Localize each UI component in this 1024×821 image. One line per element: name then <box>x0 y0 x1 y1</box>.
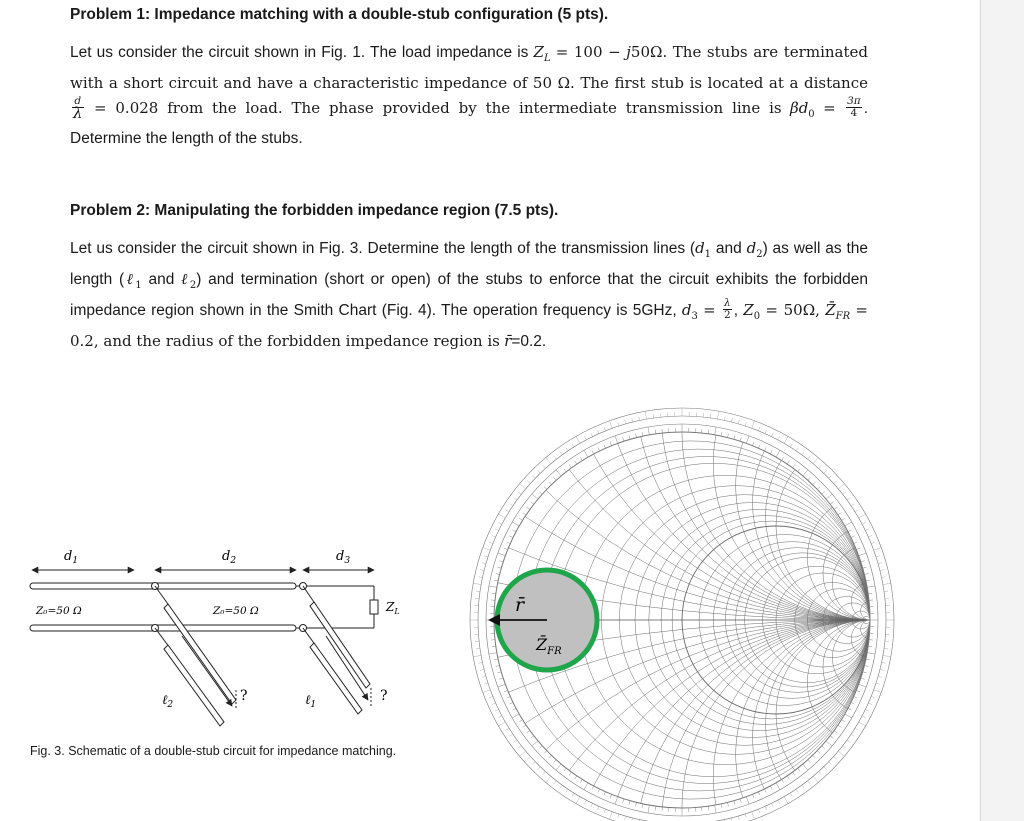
smith-chart <box>460 398 900 821</box>
double-stub-schematic <box>0 0 470 821</box>
l1-label: ℓ$_1$ <box>305 693 317 710</box>
radius-label: r̄ <box>515 594 525 616</box>
stub-l1-termination-question: ? <box>380 688 388 704</box>
load-impedance-box <box>370 600 378 614</box>
figure3-caption: Fig. 3. Schematic of a double-stub circuit for impedance matching. <box>30 744 397 758</box>
side-scroll-panel[interactable] <box>980 0 1024 821</box>
problem2-heading: Problem 2: Manipulating the forbidden impedance region (7.5 pts). <box>70 202 559 219</box>
z0-label-middle: Z₀=50 Ω <box>213 605 259 617</box>
fraction-3pi-4: $\frac{3\pi}{4}$ <box>847 94 861 119</box>
d1-label: $d_1$ <box>64 549 79 566</box>
zfr-label: $Z̄_{FR}$ <box>536 635 562 657</box>
problem1-text: Let us consider the circuit shown in Fig. 1. The load impedance is $Z_L = 100 - j50\Omega$. The stubs are terminated with a short circuit and have a characteristic impedance of 50 Ω. The first stub is located at a distance $\frac{d}{\lambda}$ = 0.028 from the load. The phase provided by the intermediate transmission line is $\beta d_0$ = $\frac{3\pi}{4}$ . Determine the length of the stubs. <box>70 43 868 148</box>
d2-label: $d_2$ <box>222 549 237 566</box>
z0-label-left: Z₀=50 Ω <box>36 605 82 617</box>
l2-label: ℓ$_2$ <box>162 693 174 710</box>
zl-label: $Z_L$ <box>386 600 400 616</box>
d3-label: $d_3$ <box>336 549 351 566</box>
problem1-heading: Problem 1: Impedance matching with a double-stub configuration (5 pts). <box>70 6 609 23</box>
problem2-text: Let us consider the circuit shown in Fig. 3. Determine the length of the transmission lines ($d_1$ and $d_2$) as well as the length (ℓ$_1$ and ℓ$_2$) and termination (short or open) of the stubs to enforce that the circuit exhibits the forbidden impedance region shown in the Smith Chart (Fig. 4). The operation frequency is 5GHz, $d_3$ = $\frac{\lambda}{2}$ , $Z_0 = 50\Omega$, $Z̄_{FR} = 0.2$, and the radius of the forbidden impedance region is r̄=0.2. <box>70 239 869 351</box>
fraction-d-lambda: $\frac{d}{\lambda}$ <box>73 94 83 122</box>
fraction-lambda-2: $\frac{\lambda}{2}$ <box>724 296 731 321</box>
stub-l2-termination-question: ? <box>240 688 248 704</box>
